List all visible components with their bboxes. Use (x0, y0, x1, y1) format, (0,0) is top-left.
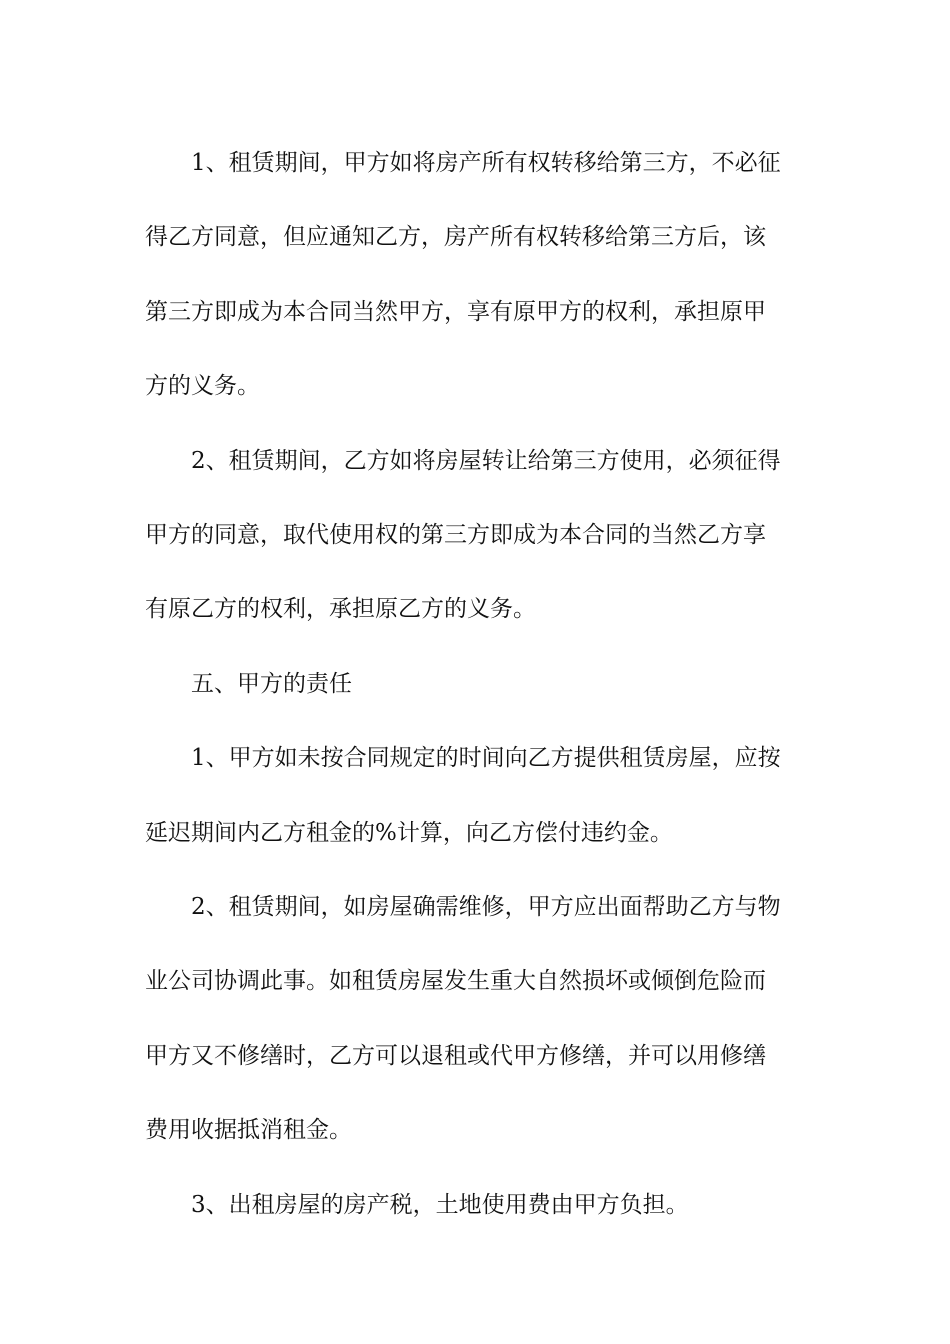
text-line: 业公司协调此事。如租赁房屋发生重大自然损坏或倾倒危险而 (145, 968, 766, 995)
text-line: 第三方即成为本合同当然甲方，享有原甲方的权利，承担原甲 (145, 298, 766, 325)
paragraph-late-delivery (145, 721, 805, 870)
text-line: 甲方的同意，取代使用权的第三方即成为本合同的当然乙方享 (145, 522, 766, 549)
section-heading-party-a-duties (145, 647, 805, 721)
section-heading: 五、甲方的责任 (191, 670, 352, 697)
text-line: 得乙方同意，但应通知乙方，房产所有权转移给第三方后，该 (145, 224, 766, 251)
text-line: 1、甲方如未按合同规定的时间向乙方提供租赁房屋，应按 (191, 745, 781, 772)
text-line: 方的义务。 (145, 373, 260, 400)
text-line: 延迟期间内乙方租金的%计算，向乙方偿付违约金。 (145, 819, 673, 846)
paragraph-sublease (145, 424, 805, 647)
text-line: 1、租赁期间，甲方如将房产所有权转移给第三方，不必征 (191, 150, 781, 176)
text-line: 费用收据抵消租金。 (145, 1117, 352, 1144)
paragraph-property-tax (145, 1168, 805, 1242)
document-body (145, 126, 805, 1242)
paragraph-repairs (145, 870, 805, 1168)
paragraph-transfer-ownership (145, 126, 805, 424)
text-line: 3、出租房屋的房产税，土地使用费由甲方负担。 (191, 1191, 689, 1218)
text-line: 2、租赁期间，如房屋确需维修，甲方应出面帮助乙方与物 (191, 894, 781, 921)
text-line: 2、租赁期间，乙方如将房屋转让给第三方使用，必须征得 (191, 447, 781, 474)
text-line: 甲方又不修缮时，乙方可以退租或代甲方修缮，并可以用修缮 (145, 1042, 766, 1069)
text-line: 有原乙方的权利，承担原乙方的义务。 (145, 596, 536, 623)
